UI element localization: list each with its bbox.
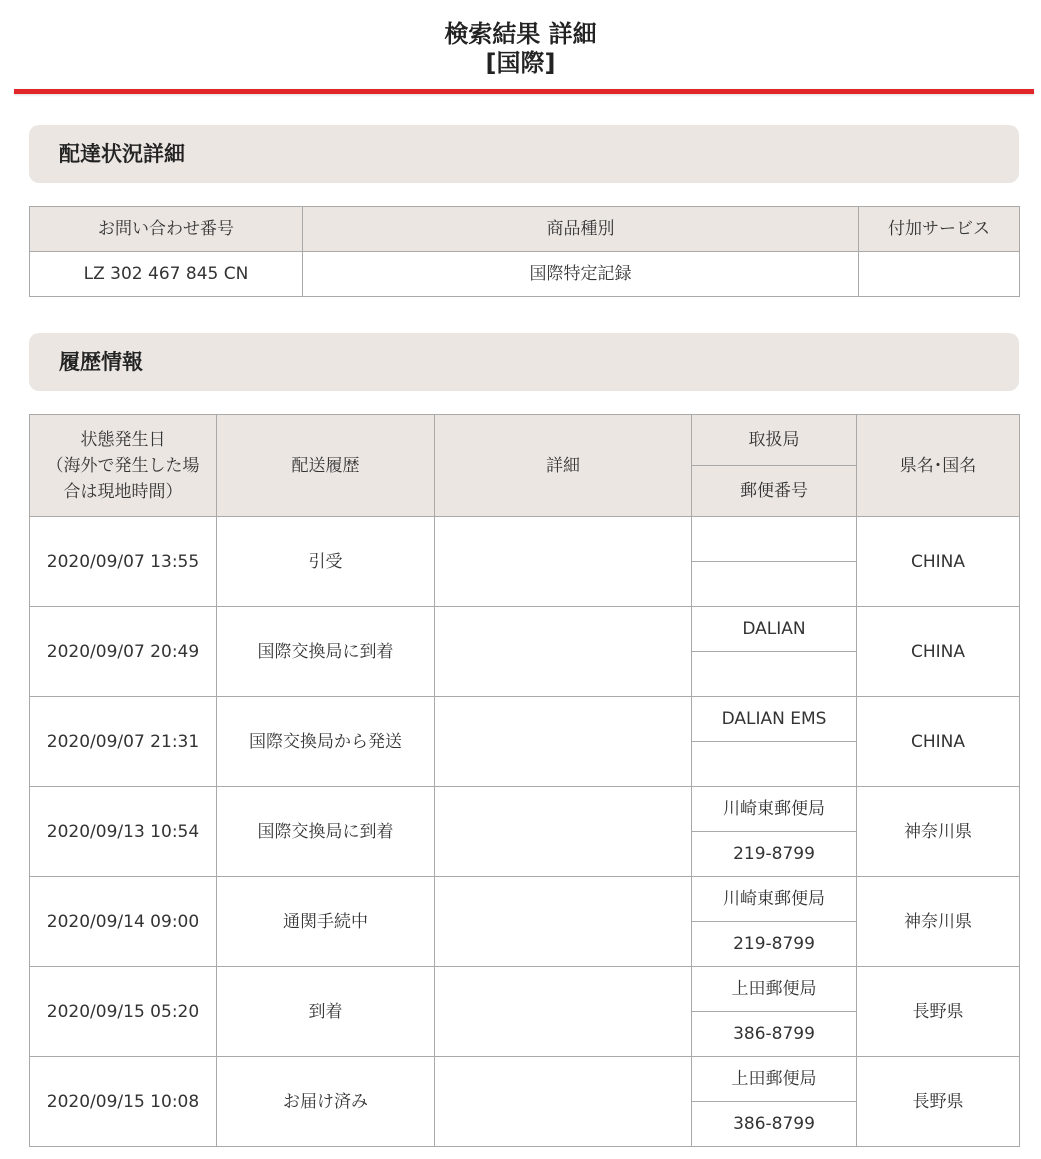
- history-date: 2020/09/07 21:31: [30, 697, 217, 787]
- inquiry-number-value: LZ 302 467 845 CN: [30, 252, 303, 297]
- page-title-line2: [国際]: [485, 49, 556, 77]
- delivery-header-row: [30, 207, 1020, 252]
- history-header-row: [30, 415, 1020, 466]
- history-date: 2020/09/13 10:54: [30, 787, 217, 877]
- history-region: CHINA: [857, 517, 1020, 607]
- extra-service-header: 付加サービス: [859, 207, 1020, 252]
- title-divider: [14, 89, 1034, 94]
- history-detail: [435, 787, 692, 877]
- history-postal: 219-8799: [692, 832, 857, 877]
- history-row: [30, 967, 1020, 1012]
- office-header: 取扱局: [692, 415, 857, 466]
- history-detail: [435, 607, 692, 697]
- history-detail: [435, 697, 692, 787]
- history-date: 2020/09/07 13:55: [30, 517, 217, 607]
- history-heading: 履歴情報: [29, 333, 1019, 391]
- history-status: 引受: [217, 517, 435, 607]
- history-postal: 386-8799: [692, 1012, 857, 1057]
- history-office: 上田郵便局: [692, 967, 857, 1012]
- history-row: [30, 517, 1020, 562]
- history-date: 2020/09/15 05:20: [30, 967, 217, 1057]
- history-row: [30, 877, 1020, 922]
- history-status: 到着: [217, 967, 435, 1057]
- product-type-header: 商品種別: [303, 207, 859, 252]
- history-detail: [435, 877, 692, 967]
- history-region: 神奈川県: [857, 787, 1020, 877]
- history-date: 2020/09/15 10:08: [30, 1057, 217, 1147]
- date-header-line1: 状態発生日: [80, 429, 166, 450]
- history-region: CHINA: [857, 607, 1020, 697]
- history-postal: [692, 562, 857, 607]
- history-office: 川崎東郵便局: [692, 877, 857, 922]
- history-status: お届け済み: [217, 1057, 435, 1147]
- inquiry-number-header: お問い合わせ番号: [30, 207, 303, 252]
- history-region: 長野県: [857, 1057, 1020, 1147]
- date-header: [30, 415, 217, 517]
- history-region: 長野県: [857, 967, 1020, 1057]
- delivery-row: [30, 252, 1020, 297]
- history-table: [29, 414, 1020, 1147]
- postal-header: 郵便番号: [692, 466, 857, 517]
- history-postal: 219-8799: [692, 922, 857, 967]
- history-status: 通関手続中: [217, 877, 435, 967]
- history-region: CHINA: [857, 697, 1020, 787]
- history-office: [692, 517, 857, 562]
- history-detail: [435, 517, 692, 607]
- history-postal: [692, 742, 857, 787]
- history-date: 2020/09/07 20:49: [30, 607, 217, 697]
- date-header-line3: 合は現地時間）: [63, 481, 183, 502]
- history-row: [30, 607, 1020, 652]
- region-header: 県名･国名: [857, 415, 1020, 517]
- history-date: 2020/09/14 09:00: [30, 877, 217, 967]
- history-region: 神奈川県: [857, 877, 1020, 967]
- history-status: 国際交換局に到着: [217, 607, 435, 697]
- page-title: [0, 20, 1041, 78]
- product-type-value: 国際特定記録: [303, 252, 859, 297]
- history-office: DALIAN: [692, 607, 857, 652]
- history-status: 国際交換局に到着: [217, 787, 435, 877]
- history-row: [30, 697, 1020, 742]
- history-office: 上田郵便局: [692, 1057, 857, 1102]
- history-postal: 386-8799: [692, 1102, 857, 1147]
- delivery-status-heading: 配達状況詳細: [29, 125, 1019, 183]
- history-detail: [435, 967, 692, 1057]
- history-postal: [692, 652, 857, 697]
- date-header-line2: （海外で発生した場: [46, 455, 200, 476]
- history-status: 国際交換局から発送: [217, 697, 435, 787]
- history-detail: [435, 1057, 692, 1147]
- detail-header: 詳細: [435, 415, 692, 517]
- history-row: [30, 1057, 1020, 1102]
- extra-service-value: [859, 252, 1020, 297]
- status-header: 配送履歴: [217, 415, 435, 517]
- page-title-line1: 検索結果 詳細: [444, 20, 597, 48]
- history-office: 川崎東郵便局: [692, 787, 857, 832]
- history-row: [30, 787, 1020, 832]
- history-office: DALIAN EMS: [692, 697, 857, 742]
- delivery-status-table: [29, 206, 1020, 297]
